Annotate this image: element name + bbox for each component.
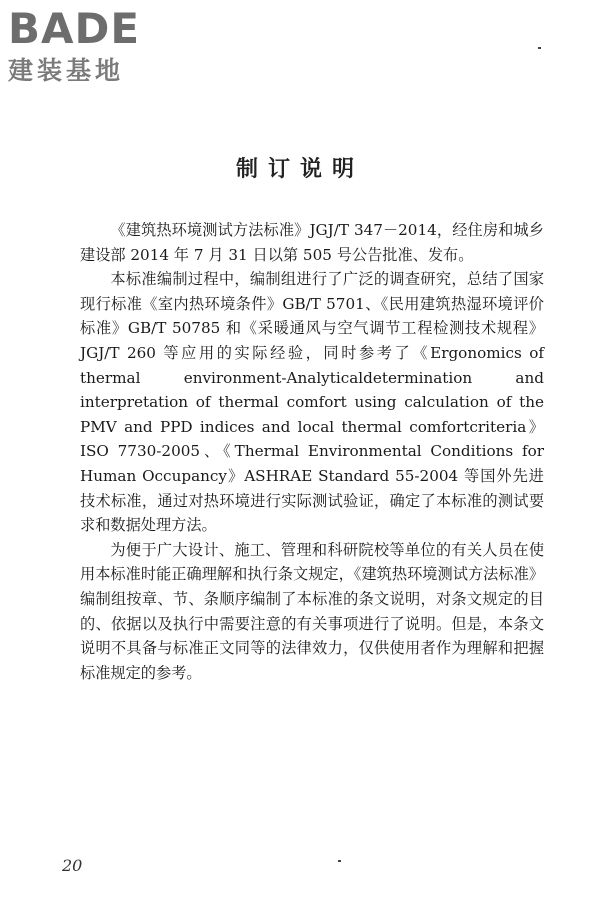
logo-chinese-text: 建装基地 xyxy=(8,56,125,85)
scan-speck xyxy=(538,47,541,49)
paragraph-approval: 《建筑热环境测试方法标准》JGJ/T 347－2014，经住房和城乡建设部 2014 年 7 月 31 日以第 505 号公告批准、发布。 xyxy=(80,221,544,264)
scan-speck xyxy=(338,860,341,862)
logo-latin-text: BADE xyxy=(8,4,141,53)
page-title: 制订说明 xyxy=(235,156,364,182)
body-text xyxy=(80,218,544,685)
paragraph-usage-note: 为便于广大设计、施工、管理和科研院校等单位的有关人员在使用本标准时能正确理解和执行条文规定，《建筑热环境测试方法标准》编制组按章、节、条顺序编制了本标准的条文说明，对条文规定的目的、依据以及执行中需要注意的有关事项进行了说明。但是，本条文说明不具备与标准正文同等的法律效力，仅供使用者作为理解和把握标准规定的参考。 xyxy=(80,540,544,682)
publisher-logo xyxy=(8,6,178,86)
paragraph-compilation: 本标准编制过程中，编制组进行了广泛的调查研究，总结了国家现行标准《室内热环境条件》GB/T 5701、《民用建筑热湿环境评价标准》GB/T 50785 和《采暖通风与空气调节工程检测技术规程》JGJ/T 260 等应用的实际经验，同时参考了《Ergonomics of thermal environment-Analyticaldetermination and interpretation of thermal comfort using calculation of the PMV and PPD indices and local thermal comfortcriteria》ISO 7730-2005、《Thermal Environmental Conditions for Human Occupancy》ASHRAE Standard 55-2004 等国外先进技术标准，通过对热环境进行实际测试验证，确定了本标准的测试要求和数据处理方法。 xyxy=(80,270,544,535)
page-number: 20 xyxy=(62,856,83,875)
